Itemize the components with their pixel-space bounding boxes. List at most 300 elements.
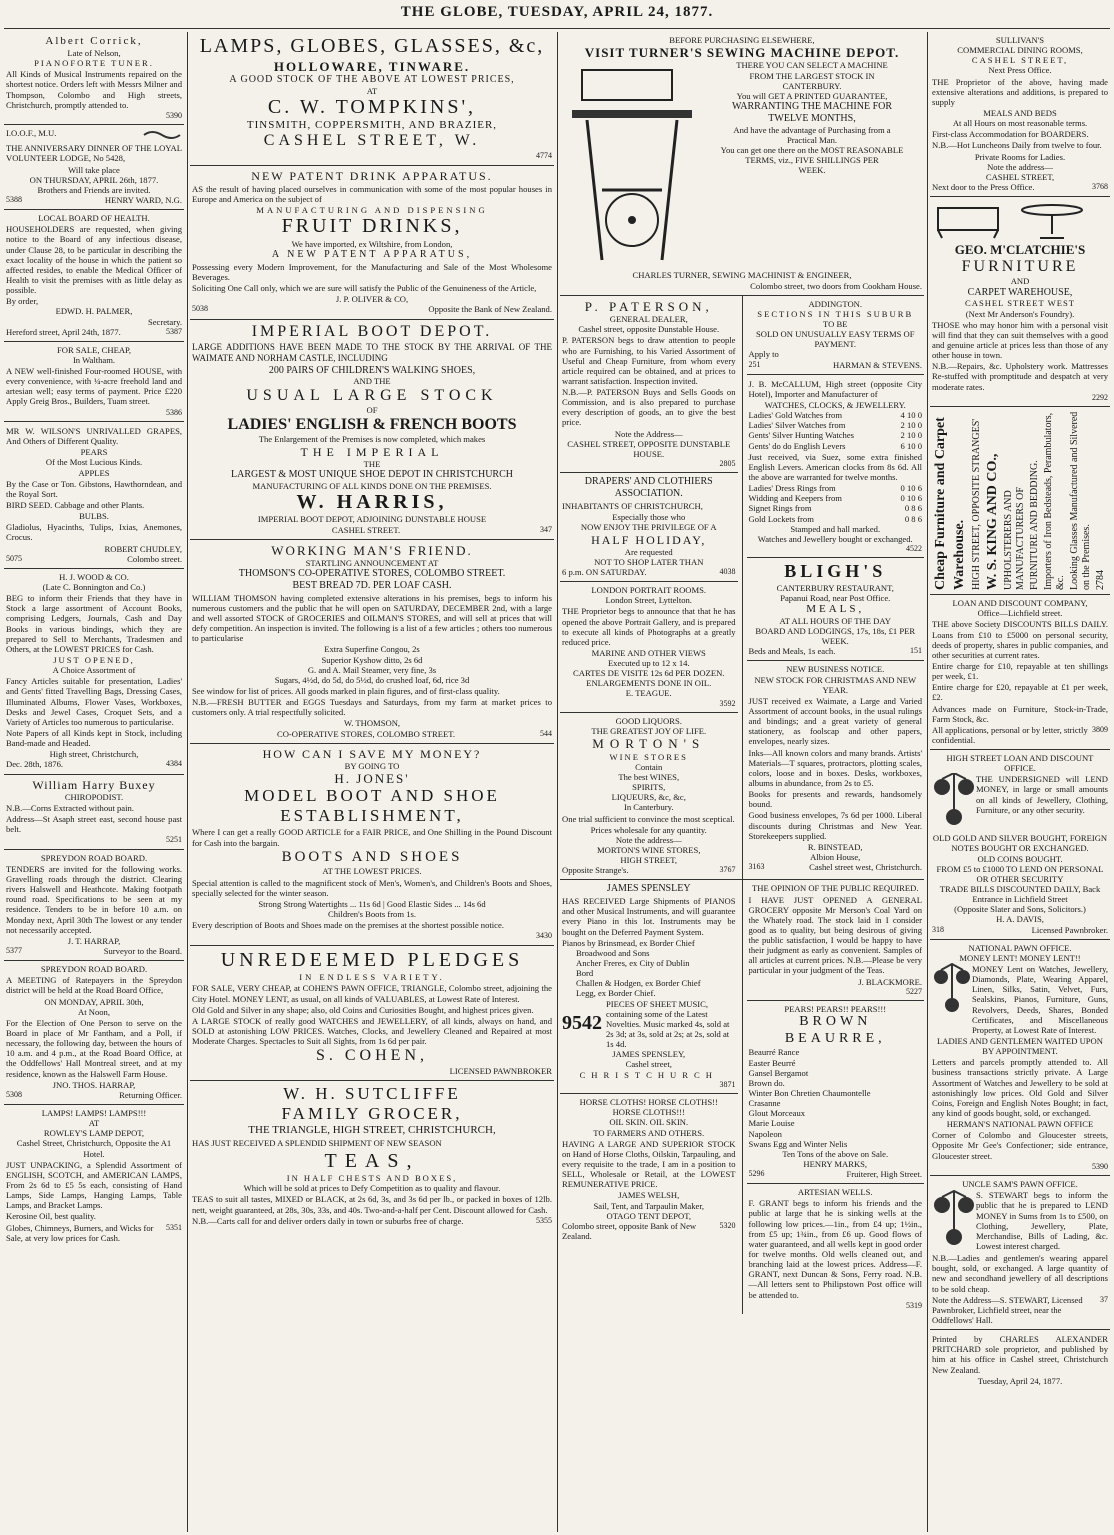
ad-subtitle: COMMERCIAL DINING ROOMS,	[957, 45, 1083, 56]
ad-address: (Opposite Slater and Sons, Solicitors.)	[954, 904, 1086, 915]
ad-body: Executed up to 12 x 14.	[607, 658, 690, 669]
ad-body: Soliciting One Call only, which we are sure will satisfy the Public of the Genuineness of the Article,	[192, 283, 537, 294]
ad-paterson	[560, 296, 738, 474]
ad-body: And have the advantage of Purchasing from a	[733, 124, 891, 135]
ad-role: LICENSED PAWNBROKER	[449, 1066, 552, 1077]
ad-subtitle: In Waltham.	[72, 354, 116, 365]
ad-body: OLD GOLD AND SILVER BOUGHT, FOREIGN NOTES BOUGHT OR EXCHANGED.	[932, 833, 1108, 854]
ad-body: FROM £5 to £1000 TO LEND ON PERSONAL OR OTHER SECURITY	[936, 863, 1104, 884]
ad-body: JUST received ex Waimate, a Large and Varied Assortment of account books, in the usual rulings and bindings; and a great variety of general stationery, as foolscap and other papers, envelopes, nearly sizes.	[748, 695, 922, 747]
ad-subtitle: GENERAL DEALER,	[609, 314, 688, 325]
ad-signature: R. BINSTEAD,	[807, 841, 863, 852]
ad-body: TINSMITH, COPPERSMITH, AND BRAZIER,	[246, 119, 498, 132]
ad-body: TO BE	[823, 319, 848, 330]
ad-heading: JUST OPENED,	[53, 655, 135, 666]
ad-body: 200 PAIRS OF CHILDREN'S WALKING SHOES,	[268, 364, 476, 376]
list-item: Easter Beurré	[748, 1057, 796, 1068]
ad-body: Looking Glasses Manufactured and Silvered on the Premises.	[1069, 411, 1092, 591]
ad-body: HAVING A LARGE AND SUPERIOR STOCK on Hand of Horse Cloths, Oilskin, Tarpauling, and every requisite to the trade, I am in a position to SELL, Wholesale or Retail, at the LOWEST REMUNERATIVE PRICE.	[562, 1138, 736, 1190]
item-label: Gold Lockets from	[748, 513, 814, 524]
ad-number: 3163	[748, 862, 765, 872]
ad-body: Pianos by Brinsmead, ex Border Chief	[562, 937, 695, 948]
ad-title: LAMPS! LAMPS! LAMPS!!!	[41, 1107, 147, 1118]
ad-number: 5038	[192, 304, 208, 314]
ad-subtitle: THOMSON'S CO-OPERATIVE STORES, COLOMBO STREET.	[238, 568, 506, 580]
ad-body: HAS RECEIVED Large Shipments of PIANOS and other Musical Instruments, and will guarantee every Piano in this lot. Instruments may be bought on the Deferred Payment System.	[562, 896, 736, 937]
ad-body: Beds and Meals, 1s each.	[748, 646, 836, 657]
ad-title: Cheap Furniture and Carpet	[933, 417, 949, 591]
ad-body: N.B.—P. PATERSON Buys and Sells Goods on Commission, and is also prepared to purchase every description of goods, an to give the best price.	[562, 387, 736, 428]
ad-body: Will take place	[68, 164, 120, 175]
list-item	[749, 493, 923, 503]
ad-body: Where I can get a really GOOD ARTICLE for a FAIR PRICE, and One Shilling in the Pound Discount for Cash into the bargain.	[192, 827, 552, 848]
ad-name: P. PATERSON,	[584, 298, 713, 314]
ad-number: 3871	[719, 1079, 736, 1089]
ad-title: BLIGH'S	[784, 561, 887, 582]
vertical-text-block	[932, 410, 1108, 590]
ad-body: P. PATERSON begs to draw attention to people who are Furnishing, to his Varied Assortment of Useful and Cheap Furniture, from whom every article required can be obtained, and at prices to warrant satisfaction. Inspection invited.	[562, 335, 736, 386]
ad-body: MR W. WILSON'S UNRIVALLED GRAPES, And Others of Different Quality.	[6, 426, 182, 447]
ad-address: MORTON'S WINE STORES,	[597, 844, 701, 855]
ad-number: 318	[932, 924, 944, 934]
ad-body: Of the Most Lucious Kinds.	[45, 457, 143, 468]
ad-title: WORKING MAN'S FRIEND.	[271, 542, 473, 558]
ad-body: By the Case or Ton. Gibstons, Hawthorndean, and the Royal Sort.	[6, 478, 182, 499]
furniture-illustration	[932, 200, 1108, 240]
ad-number: 5355	[536, 1215, 552, 1225]
ad-subtitle: HOLLOWARE, TINWARE.	[273, 58, 471, 74]
ad-body: A NEW well-finished Four-roomed HOUSE, with every convenience, with ¼-acre freehold land and artesian well; easy terms of payment. Price £220 Apply Greig Bros., Builders, Tuam street.	[6, 366, 182, 407]
ad-role: Sail, Tent, and Tarpaulin Maker,	[593, 1200, 705, 1211]
imprint	[930, 1330, 1110, 1390]
ad-body: THE above Society DISCOUNTS BILLS DAILY. Loans from £10 to £5000 on personal security, deeds of property, shares in public companies, and other securities at current rates.	[932, 619, 1108, 660]
ad-number: 347	[540, 524, 552, 534]
list-item: Napoleon	[748, 1128, 782, 1139]
ad-body: Watches and Jewellery bought or exchanged.	[757, 533, 913, 544]
ad-body: I HAVE JUST OPENED A GENERAL GROCERY opposite Mr Merson's Coal Yard on the Whately road. The stock laid in I consider good as to quality, but being desirous of giving the public satisfaction, I would be happy to have their judgment as early as convenient. Samples of all articles at current prices. N.B.—Please be very particular in your judgment of the Teas.	[748, 894, 922, 976]
ad-signature: EDWD. H. PALMER,	[55, 306, 133, 317]
ad-signature: J. BLACKMORE.	[858, 976, 922, 987]
ad-body: Gladiolus, Hyacinths, Tulips, Ixias, Anemones, Crocus.	[6, 522, 182, 543]
ad-title: I.O.O.F., M.U.	[6, 128, 57, 139]
ad-body: See window for list of prices. All goods marked in plain figures, and of first-class quality.	[192, 686, 500, 697]
ad-subtitle: (Late C. Bonnington and Co.)	[42, 582, 146, 593]
ad-heading: FRUIT DRINKS,	[281, 215, 463, 238]
ad-heading: ESTABLISHMENT,	[280, 806, 464, 826]
ad-address: Colombo street.	[127, 553, 182, 564]
ad-number: 5386	[166, 407, 182, 417]
ad-number: 544	[539, 728, 552, 738]
item-price: 0 8 6	[904, 503, 922, 514]
ad-king-furniture	[930, 407, 1110, 595]
list-item: Glout Morceaux	[748, 1108, 806, 1119]
ad-wilson-grapes	[4, 422, 184, 569]
pear-variety-list	[749, 1047, 923, 1148]
ad-body: BIRD SEED. Cabbage and other Plants.	[6, 500, 145, 511]
ad-number: 3592	[719, 698, 736, 708]
list-item: Sugars, 4½d, do 5d, do 5½d, do crushed loaf, 6d, rice 3d	[274, 674, 470, 685]
ad-addington	[747, 296, 925, 375]
column-3-split-1	[560, 296, 924, 881]
ad-body: You can get one there on the MOST REASONABLE	[720, 144, 904, 155]
ad-title: VISIT TURNER'S SEWING MACHINE DEPOT.	[584, 45, 900, 61]
ad-address: Opposite Strange's.	[562, 865, 629, 876]
ad-title: HORSE CLOTHS! HORSE CLOTHS!!	[579, 1097, 718, 1108]
list-item: Marie Louise	[748, 1118, 795, 1129]
ad-title: H. J. WOOD & CO.	[59, 571, 129, 582]
ad-number: 5227	[906, 986, 922, 996]
ad-subtitle: Late of Nelson,	[67, 47, 121, 58]
ad-subtitle: PIANOFORTE TUNER.	[34, 58, 154, 69]
list-item: Beaurré Rance	[748, 1047, 800, 1058]
ad-body: CARTES DE VISITE 12s 6d PER DOZEN.	[573, 668, 725, 679]
ad-sullivans	[930, 32, 1110, 197]
ad-mclatchie	[930, 197, 1110, 407]
ad-number: 5388	[6, 194, 22, 204]
ad-body: BY GOING TO	[344, 760, 400, 771]
ad-body: Fancy Articles suitable for presentation, Ladies' and Gents' fitted Travelling Bags, Dressing Cases, Illuminated Albums, Flower Vases, Workboxes, Desks and Jewel Cases, Croquet Sets, and a Variety of Articles too numerous to particularise.	[6, 676, 182, 727]
ad-address: Note the Address—S. STEWART, Licensed Pawnbroker, Lichfield street, near the Oddfellows' Hall.	[932, 1294, 1083, 1325]
item-price: 2 10 0	[900, 430, 922, 441]
ad-name: H. JONES'	[334, 771, 410, 787]
ad-signature: W. THOMSON,	[343, 718, 401, 729]
ad-horse-cloths	[560, 1094, 738, 1245]
ad-body: Stamped and hall marked.	[790, 523, 881, 534]
ad-body: TEAS to suit all tastes, MIXED or BLACK, at 2s 6d, 3s, and 3s 6d per lb., or packed in boxes of 12lb. nett, weight guaranteed, at 28s, 30s, 33s, and 40s. Two-and-a-half per Cent. Discount allowed for Cash.	[192, 1194, 552, 1215]
ad-body: Apply to	[748, 349, 779, 360]
ad-number: 5390	[166, 110, 182, 120]
ad-signature: HENRY MARKS,	[803, 1158, 868, 1169]
ad-title: NATIONAL PAWN OFFICE.	[968, 942, 1072, 953]
ad-signature: E. TEAGUE.	[625, 688, 672, 699]
list-item	[749, 514, 923, 524]
ad-artesian-wells	[747, 1184, 925, 1314]
ad-for-sale	[4, 342, 184, 422]
column-3-split-2	[560, 880, 924, 1314]
ad-body: Private Rooms for Ladies.	[974, 151, 1066, 162]
ad-address: CASHEL STREET.	[331, 524, 401, 535]
ad-subtitle: MONEY LENT! MONEY LENT!!	[959, 952, 1081, 963]
ad-loan-discount	[930, 595, 1110, 750]
ad-number: 2292	[1092, 392, 1108, 402]
item-price: 0 8 6	[904, 513, 922, 524]
ad-body: SECTIONS IN THIS SUBURB	[757, 308, 914, 319]
ad-heading: MEALS AND BEDS	[983, 107, 1057, 118]
ad-body: HAS JUST RECEIVED A SPLENDID SHIPMENT OF NEW SEASON	[192, 1138, 442, 1149]
list-item	[749, 503, 923, 513]
ring-price-list	[749, 483, 923, 524]
ad-address: Corner of Colombo and Gloucester streets, Opposite Mr Gee's Confectioner; side entrance, Gloucester street.	[932, 1130, 1108, 1161]
ad-body: Good business envelopes, 7s 6d per 1000. Liberal discounts during Christmas and New Year. Storekeepers supplied.	[748, 810, 922, 841]
list-item: Legg, ex Border Chief.	[576, 988, 656, 999]
ad-name: MORTON'S	[592, 736, 706, 752]
ad-signature: ROBERT CHUDLEY,	[104, 543, 182, 554]
list-item: Broadwood and Sons	[576, 947, 650, 958]
column-2	[190, 32, 554, 1532]
ad-number: 3809	[1092, 724, 1108, 734]
ad-title: ARTESIAN WELLS.	[797, 1187, 873, 1198]
ad-subtitle: NEW STOCK FOR CHRISTMAS AND NEW YEAR.	[754, 674, 917, 695]
ad-body: F. GRANT begs to inform his friends and the public at large that he is sinking wells at the following low prices.—1in., from £4 up; 1½in., from £5 up; 1¾in., from £6 up. Good flows of water guaranteed, and all wells kept in good order for twelve months. Old wells cleaned out, and branching laid at the lowest prices. Address—F. GRANT, next Duncan & Sons, Ferry road. N.B.—All letters sent to Philipstown Post office will be attended to.	[748, 1198, 922, 1300]
ad-drapers	[560, 473, 738, 582]
ad-body: THE UNDERSIGNED will LEND MONEY, in large or small amounts on all kinds of Jewellery, Clothing, Furniture, or any other security.	[976, 774, 1108, 815]
ad-title: ADDINGTON.	[808, 298, 863, 309]
ad-body: HOUSEHOLDERS are requested, when giving notice to the Board of any infectious disease, under Clause 28, to be particular in describing the exact locality of the house in which the patient so affected resides, to enable the Medical Officer of Health to visit the premises with as little delay as possible.	[6, 224, 182, 296]
ad-body: WARRANTING THE MACHINE FOR	[731, 101, 893, 113]
ad-signature: J. T. HARRAP,	[67, 935, 121, 946]
ad-body: INHABITANTS OF CHRISTCHURCH,	[562, 501, 703, 512]
ad-signature: JAMES SPENSLEY,	[612, 1049, 686, 1060]
list-item	[749, 483, 923, 493]
ad-body: LIQUEURS, &c, &c,	[611, 792, 686, 803]
column-4	[930, 32, 1110, 1532]
ad-national-pawn	[930, 940, 1110, 1176]
ad-address: CASHEL STREET,	[971, 55, 1069, 66]
list-item: G. and A. Mail Steamer, very fine, 3s	[307, 664, 437, 675]
ad-body: Strong Strong Watertights ... 11s 6d | Good Elastic Sides ... 14s 6d	[258, 898, 486, 909]
ad-jones-boots	[190, 744, 554, 946]
ad-date: Hereford street, April 24th, 1877.	[6, 326, 121, 337]
ad-body: N.B.—Hot Luncheons Daily from twelve to four.	[932, 140, 1102, 151]
ad-subtitle: IN ENDLESS VARIETY.	[299, 972, 445, 983]
ad-blackmore	[747, 880, 925, 1001]
ad-address: Opposite the Bank of New Zealand.	[428, 304, 552, 315]
ad-mccallum	[747, 375, 925, 559]
ad-body: A Choice Assortment of	[52, 665, 136, 676]
ad-body: Especially those who	[612, 512, 686, 523]
ad-morton-liquors	[560, 713, 738, 879]
ad-number: 4774	[536, 151, 552, 161]
ad-high-street-loan	[930, 750, 1110, 940]
ad-body: PIECES OF SHEET MUSIC, containing some of the Latest Novelties. Music marked 4s, sold at 2s 3d; at 3s, sold at 2s; at 2s, sold at 1s 4d.	[606, 998, 730, 1050]
ad-address: (Next Mr Anderson's Foundry).	[965, 308, 1075, 319]
ad-subtitle: THE GREATEST JOY OF LIFE.	[591, 726, 707, 737]
ad-title: JAMES SPENSLEY	[606, 883, 691, 895]
ad-title: William Harry Buxey	[32, 777, 156, 792]
ad-signature: JNO. THOS. HARRAP,	[52, 1079, 136, 1090]
ad-body: AS the result of having placed ourselves in communication with some of the most popular houses in Europe and America on the subject of	[192, 183, 552, 205]
ad-name: HERMAN'S NATIONAL PAWN OFFICE	[946, 1119, 1094, 1130]
ad-heading: TEAS,	[324, 1149, 420, 1172]
pawnbroker-balls-icon	[932, 963, 972, 1019]
ad-title: IMPERIAL BOOT DEPOT.	[251, 322, 493, 340]
ad-body: TERMS, viz., FIVE SHILLINGS PER	[745, 155, 879, 166]
ad-heading: MEALS,	[806, 602, 865, 615]
ad-body: 6 p.m. ON SATURDAY.	[562, 566, 647, 577]
ad-signature: HENRY WARD, N.G.	[104, 194, 182, 205]
ad-date: Dec. 28th, 1876.	[6, 759, 64, 770]
ad-body: AND THE	[353, 376, 391, 387]
ad-body: The Enlargement of the Premises is now completed, which makes	[258, 434, 486, 445]
ad-ioof	[4, 125, 184, 210]
ad-body: For the Election of One Person to serve on the Board in place of Mr Fantham, and a Poll, if necessary, the following day, between the hours of 10 a.m. and 4 p.m., at the Road Board Office, at the Oddfellows' Hall Montreal street, and at my residence, known as the Halswell Farm House.	[6, 1017, 182, 1079]
item-price: 0 10 6	[900, 493, 922, 504]
ad-address: Next Press Office.	[988, 65, 1052, 76]
ad-body: THE Proprietor of the above, having made extensive alterations and additions, is prepared to supply	[932, 76, 1108, 107]
ad-body: S. STEWART begs to inform the public that he is prepared to LEND MONEY in Sums from 1s to £500, on Clothing, Jewellery, Plate, Merchandise, Bills of Lading, &c. Lowest interest charged.	[976, 1190, 1108, 1251]
ad-address: CASHEL STREET,	[985, 171, 1055, 182]
ad-body: A GOOD STOCK OF THE ABOVE AT LOWEST PRICES,	[229, 73, 515, 85]
imprint-date: Tuesday, April 24, 1877.	[977, 1375, 1063, 1386]
ad-body: Possessing every Modern Improvement, for the Manufacturing and Sale of the Most Wholesome Beverages.	[192, 261, 552, 282]
item-label: Gents' Silver Hunting Watches	[748, 430, 854, 441]
ad-title: PEARS! PEARS!! PEARS!!!	[784, 1004, 887, 1015]
ad-heading: THE IMPERIAL	[300, 444, 444, 459]
ad-heading: MARINE AND OTHER VIEWS	[591, 647, 706, 658]
ad-body: TWELVE MONTHS,	[768, 112, 856, 124]
ad-uncle-sams	[930, 1176, 1110, 1330]
ad-name: W. S. KING AND CO.,	[984, 453, 1000, 591]
ad-signature: J. P. OLIVER & CO,	[335, 294, 409, 305]
ad-heading: HALF HOLIDAY,	[591, 532, 707, 547]
ad-number: 3767	[719, 865, 736, 875]
ad-role: Fruiterer, High Street.	[846, 1169, 922, 1180]
ad-body: All applications, personal or by letter, strictly confidential.	[932, 724, 1088, 745]
column-divider	[187, 32, 188, 1532]
ad-signature: HARMAN & STEVENS.	[832, 359, 922, 370]
ad-number: 5296	[748, 1169, 765, 1179]
pawnbroker-balls-icon	[932, 1189, 976, 1251]
ad-number: 5390	[1092, 1161, 1108, 1171]
ad-number: 5319	[906, 1300, 922, 1310]
ad-body: At Noon,	[78, 1006, 110, 1017]
ad-body: At all Hours on most reasonable terms.	[952, 118, 1088, 129]
ad-body: AT	[366, 85, 378, 96]
ad-title: UNREDEEMED PLEDGES	[220, 948, 524, 971]
ad-number: 5308	[6, 1089, 22, 1099]
ad-body: Ten Tons of the above on Sale.	[782, 1148, 889, 1159]
ad-body: FOR SALE, VERY CHEAP, at COHEN'S PAWN OFFICE, TRIANGLE, Colombo street, adjoining the City Hotel. MONEY LENT, as usual, on all kinds of VALUABLES, at Lowest Rate of Interest.	[192, 983, 552, 1004]
ad-corrick	[4, 32, 184, 125]
ad-title: UNCLE SAM'S PAWN OFFICE.	[962, 1179, 1078, 1190]
ad-body: AND	[1010, 276, 1030, 287]
column-1	[4, 32, 184, 1532]
item-price: 0 10 6	[900, 483, 922, 494]
ad-body: LADIES AND GENTLEMEN WAITED UPON BY APPOINTMENT.	[937, 1036, 1103, 1057]
ad-body: ENLARGEMENTS DONE IN OIL.	[586, 678, 712, 689]
ad-signature: JAMES WELSH,	[618, 1190, 680, 1201]
item-label: Signet Rings from	[748, 503, 812, 514]
ad-heading: USUAL LARGE STOCK	[246, 386, 498, 404]
column-divider	[927, 32, 928, 1532]
ad-address: Cashel street,	[625, 1059, 672, 1070]
ad-cohen-pledges	[190, 946, 554, 1082]
ad-body: N.B.—Corns Extracted without pain.	[6, 802, 134, 813]
ad-body: SPIRITS,	[632, 782, 666, 793]
masthead-rule	[4, 28, 1110, 29]
ad-address: Albion House,	[810, 852, 861, 862]
ad-body: Note the Address—	[614, 428, 683, 439]
ad-number: 5251	[166, 835, 182, 845]
item-price: 4 10 0	[900, 410, 922, 421]
item-label: Ladies' Dress Rings from	[748, 483, 836, 494]
ad-body: Contain	[635, 761, 663, 772]
ad-title: Albert Corrick,	[45, 35, 143, 47]
ad-body: THE Proprietor begs to announce that that he has opened the above Portrait Gallery, and is prepared to execute all kinds of Photographs at a greatly reduced price.	[562, 606, 736, 647]
list-item: Extra Superfine Congou, 2s	[324, 644, 420, 655]
list-item	[749, 420, 923, 430]
ad-body: Prices wholesale for any quantity.	[590, 824, 707, 835]
ad-title: LAMPS, GLOBES, GLASSES, &c,	[199, 35, 545, 57]
ad-title: GOOD LIQUORS.	[615, 716, 682, 727]
item-price: 2 10 0	[900, 420, 922, 431]
ad-name: GEO. M'CLATCHIE'S	[954, 242, 1086, 258]
ad-wood	[4, 569, 184, 775]
ad-body: Letters and parcels promptly attended to. All business transactions strictly private. A Large Assortment of Watches and Jewellery to be sold at astonishingly low prices. Old Gold and Silver Coins, Foreign and English Notes Bought; in fact, any kind of goods bought, sold, or exchanged.	[932, 1057, 1108, 1118]
ad-number: 2784	[1095, 570, 1107, 591]
ad-address: High street, Christchurch,	[49, 749, 139, 760]
ad-title: NEW BUSINESS NOTICE.	[786, 664, 885, 675]
clasped-hands-icon	[142, 128, 182, 142]
ad-body: All Kinds of Musical Instruments repaired on the shortest notice. Orders left with Messrs Milner and Thompson, Colombo and High streets, Christchurch, promptly attended to.	[6, 69, 182, 110]
ad-heading: CARPET WAREHOUSE,	[967, 286, 1073, 298]
watch-price-list	[749, 410, 923, 451]
ad-number: 251	[748, 359, 761, 369]
ad-body: J. B. McCALLUM, High street (opposite City Hotel), Importer and Manufacturer of	[748, 378, 922, 399]
ad-body: Inks—All known colors and many brands. Artists' Materials—T squares, protractors, plotting scales, colors, loose and in boxes. Desks, workboxes, albums in abundance, from 2s to £5.	[748, 747, 922, 789]
ad-address: CHRISTCHURCH	[579, 1069, 718, 1080]
ad-subtitle: HORSE CLOTHS!!!	[612, 1107, 685, 1118]
ad-title: NEW PATENT DRINK APPARATUS.	[251, 168, 493, 183]
ad-body: NOT TO SHOP LATER THAN	[594, 556, 704, 567]
ad-subtitle: ROWLEY'S LAMP DEPOT,	[43, 1128, 145, 1139]
imprint-text: Printed by CHARLES ALEXANDER PRITCHARD sole proprietor, and published by him at his office in Cashel street, Christchurch New Zealand.	[932, 1334, 1108, 1375]
list-item: Crasanne	[748, 1098, 781, 1109]
ad-body: IN HALF CHESTS AND BOXES,	[286, 1173, 458, 1184]
ad-name: BROWN BEAURRE,	[784, 1014, 886, 1046]
ad-body: LARGEST & MOST UNIQUE SHOE DEPOT IN CHRISTCHURCH	[231, 468, 513, 480]
ad-body: In Canterbury.	[623, 802, 674, 813]
ad-address: Address—St Asaph street east, second house past belt.	[6, 814, 182, 835]
ad-address: HIGH STREET,	[620, 855, 678, 866]
ad-body: NOW ENJOY THE PRIVILEGE OF A	[580, 522, 717, 533]
ad-role: Secretary.	[147, 316, 182, 327]
ad-subtitle: Warehouse.	[951, 519, 967, 591]
ad-name: W. H. SUTCLIFFE	[283, 1084, 461, 1104]
ad-number: 4522	[906, 543, 922, 553]
ad-body: Note Papers of all Kinds kept in Stock, including Band-made and Headed.	[6, 728, 182, 749]
ad-subtitle: OIL SKIN. OIL SKIN.	[609, 1117, 689, 1128]
ad-subtitle: TO FARMERS AND OTHERS.	[593, 1127, 705, 1138]
ad-heading: MODEL BOOT AND SHOE	[244, 786, 500, 806]
ad-spreydon-meeting	[4, 961, 184, 1105]
list-item	[749, 441, 923, 451]
ad-body: Which will be sold at prices to Defy Competition as to quality and flavour.	[243, 1183, 501, 1194]
ad-body: Children's Boots from 1s.	[328, 909, 416, 919]
ad-body: N.B.—Carts call for and deliver orders daily in town or suburbs free of charge.	[192, 1215, 464, 1226]
ad-heading: BULBS.	[79, 511, 109, 522]
ad-body: First-class Accommodation for BOARDERS.	[932, 129, 1089, 140]
ad-body: SOLD ON UNUSUALLY EASY TERMS OF PAYMENT.	[755, 329, 915, 350]
ad-subtitle: CANTERBURY RESTAURANT,	[776, 582, 894, 593]
ad-body: Advances made on Furniture, Stock-in-Trade, Farm Stock, &c.	[932, 703, 1108, 724]
ad-body: THOSE who may honor him with a personal visit will find that they can suit themselves with a good and genuine article at prices less than those of any other house in town.	[932, 319, 1108, 361]
ad-address: London Street, Lyttelton.	[605, 595, 692, 606]
ad-signature: CHARLES TURNER, SEWING MACHINIST & ENGINEER,	[632, 270, 852, 281]
ad-number: 4384	[166, 759, 182, 769]
ad-body: Special attention is called to the magnificent stock of Men's, Women's, and Children's Boots and Shoes, specially selected for the winter season.	[192, 877, 552, 898]
ad-role: Licensed Pawnbroker.	[1031, 924, 1108, 935]
ad-body: A MEETING of Ratepayers in the Spreydon district will be held at the Road Board Office,	[6, 975, 182, 996]
ad-heading: WATCHES, CLOCKS, & JEWELLERY.	[764, 400, 906, 411]
ad-heading: LADIES' ENGLISH & FRENCH BOOTS	[227, 415, 517, 433]
ad-body: AT THE LOWEST PRICES.	[322, 866, 422, 877]
item-label: Widding and Keepers from	[748, 493, 842, 504]
list-item: Brown do.	[748, 1077, 785, 1088]
list-item: Challen & Hodgen, ex Border Chief	[576, 978, 701, 989]
ad-body: WEEK.	[798, 165, 826, 176]
ad-title: THE OPINION OF THE PUBLIC REQUIRED.	[752, 883, 919, 894]
